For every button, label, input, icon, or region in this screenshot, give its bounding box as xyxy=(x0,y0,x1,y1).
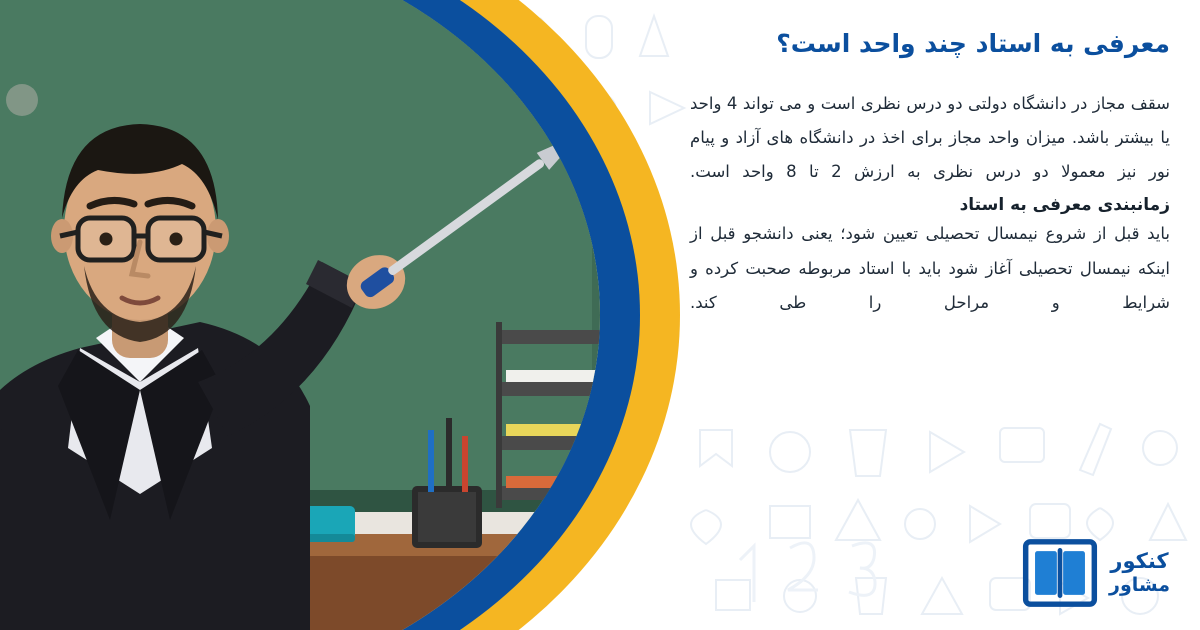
paragraph-1: سقف مجاز در دانشگاه دولتی دو درس نظری است و می تواند 4 واحد یا بیشتر باشد. میزان واحد مجاز برای اخذ در دانشگاه های آزاد و پیام نور نیز معمولا دو درس نظری به ارزش 2 تا 8 واحد است. xyxy=(690,93,1171,182)
brand-logo-text xyxy=(1109,548,1170,598)
brand-name-line2: مشاور xyxy=(1109,574,1170,597)
paragraph-2: باید قبل از شروع نیمسال تحصیلی تعیین شود؛ یعنی دانشجو قبل از اینکه نیمسال تحصیلی آغاز شود باید با استاد مربوطه صحبت کرده و شرایط و مراحل را طی کند. xyxy=(690,224,1170,313)
open-book-icon xyxy=(1021,534,1099,612)
page-title: معرفی به استاد چند واحد است؟ xyxy=(776,29,1170,58)
brand-logo[interactable] xyxy=(1021,534,1170,612)
brand-name-line1: کنکور xyxy=(1110,549,1169,573)
section-subheading: زمانبندی معرفی به استاد xyxy=(959,195,1170,216)
